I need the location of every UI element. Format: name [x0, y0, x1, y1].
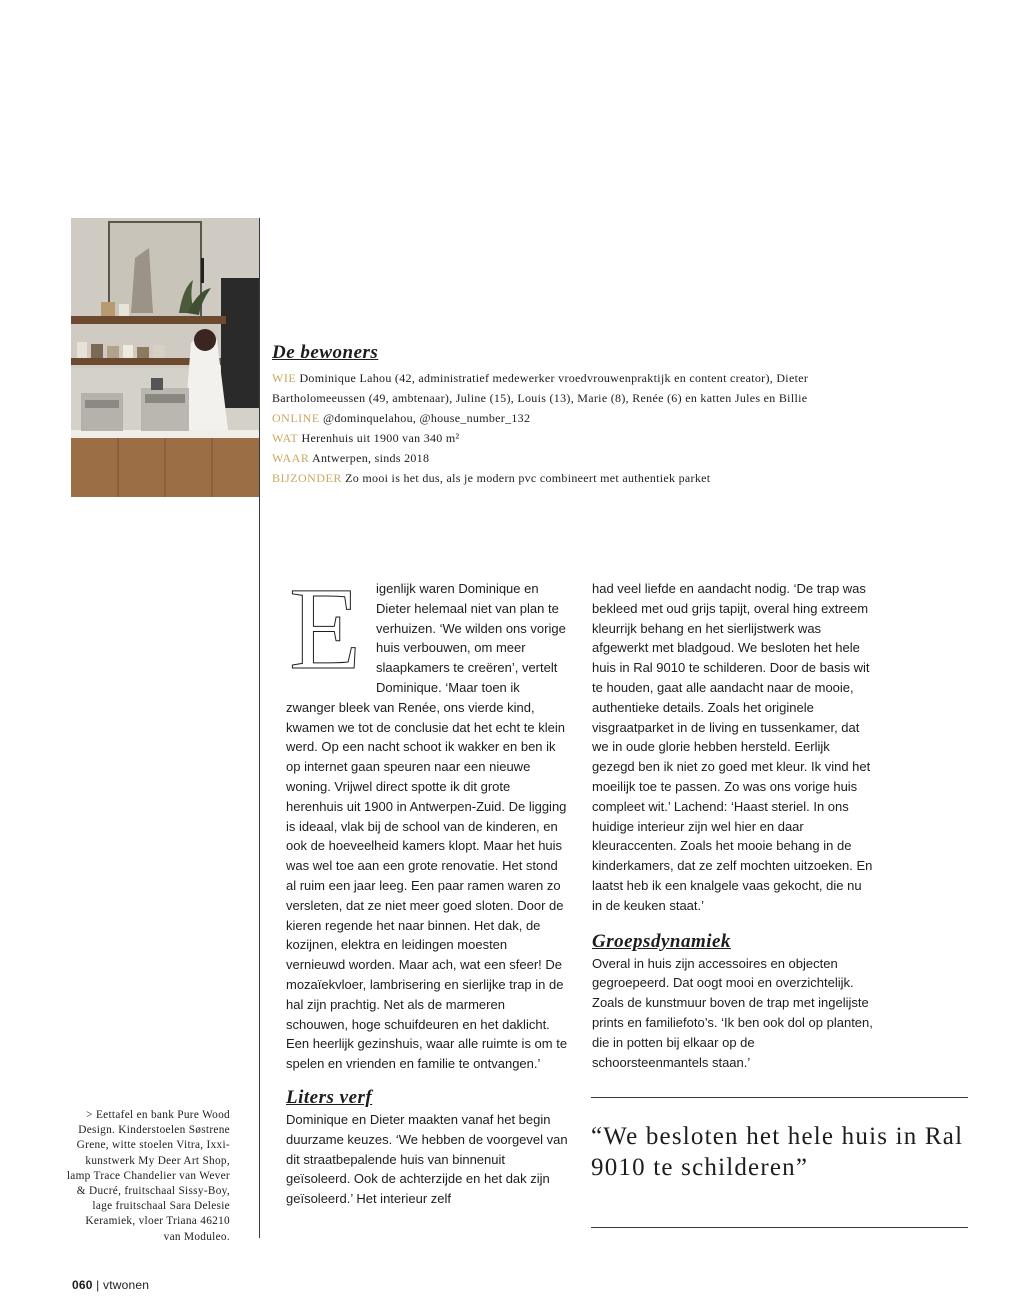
kitchen-photo: [71, 218, 259, 497]
groepsdynamiek-paragraph: Overal in huis zijn accessoires en objecten gegroepeerd. Dat oogt mooi en overzichtelijk. Zoals de kunstmuur boven de trap met ingelijste prints en familiefoto’s. ‘Ik ben ook dol op planten, die in potten bij elkaar op de schoorsteenmantels staan.’: [592, 955, 873, 1070]
residents-title: De bewoners: [272, 342, 379, 363]
vertical-rule: [259, 218, 260, 1238]
quote-rule-top: [591, 1097, 968, 1098]
intro-paragraph: igenlijk waren Dominique en Dieter helemaal niet van plan te verhuizen. ‘We wilden ons vorige huis verbouwen, om meer slaapkamers te creëren’, vertelt Dominique. ‘Maar toen ik zwanger bleek van Renée, ons vierde kind, kwamen we tot de conclusie dat het echt te klein werd. Op een nacht schoot ik wakker en ben ik op internet gaan speuren naar een nieuwe woning. Vrijwel direct spotte ik dit grote herenhuis uit 1900 in Antwerpen-Zuid. De ligging is ideaal, vlak bij de school van de kinderen, en ook de hoeveelheid kamers klopt. Maar het huis was wel toe aan een grote renovatie. Het stond al ruim een jaar leeg. Een paar ramen waren zo versleten, dat ze niet meer goed sloten. Door de kieren regende het naar binnen. Het dak, de kozijnen, elektra en leidingen moesten vernieuwd worden. Maar ach, wat een sfeer! De mozaïekvloer, lambrisering en sierlijke trap in de hal zijn prachtig. Net als de marmeren schouwen, hoge schuifdeuren en het daklicht. Een heerlijk gezinshuis, waar alle ruimte is om te spelen en vrienden en familie te ontvangen.’: [286, 581, 568, 1072]
liters-verf-paragraph: Dominique en Dieter maakten vanaf het begin duurzame keuzes. ‘We hebben de voorgevel van dit straatbepalende huis van binnenuit geïsoleerd. Ook de achterzijde en het dak zijn geïsoleerd.’ Het interieur zelf: [286, 1111, 568, 1207]
text-bijzonder: Zo mooi is het dus, als je modern pvc combineert met authentiek parket: [345, 471, 711, 485]
footer-separator: |: [96, 1278, 100, 1292]
residents-wat: [272, 428, 812, 448]
residents-wie: [272, 368, 812, 408]
article-column-2: [592, 579, 874, 1072]
label-wat: WAT: [272, 431, 299, 445]
photo-caption: > Eettafel en bank Pure Wood Design. Kinderstoelen Søstrene Grene, witte stoelen Vitra, Ixxi-kunstwerk My Deer Art Shop, lamp Trace Chandelier van Wever & Ducré, fruitschaal Sissy-Boy, lage fruitschaal Sara Delesie Keramiek, vloer Triana 46210 van Moduleo.: [66, 1109, 230, 1243]
article-column-1: [286, 563, 568, 1209]
subheading-liters-verf: Liters verf: [286, 1086, 373, 1108]
residents-box: [272, 342, 812, 488]
page-footer: [72, 1278, 149, 1292]
label-waar: WAAR: [272, 451, 310, 465]
kitchen-photo-illustration: [71, 218, 259, 497]
label-online: ONLINE: [272, 411, 320, 425]
page-number: 060: [72, 1278, 93, 1292]
residents-online: [272, 408, 812, 428]
subheading-groepsdynamiek: Groepsdynamiek: [592, 930, 731, 952]
residents-waar: [272, 448, 812, 468]
residents-bijzonder: [272, 468, 812, 488]
text-wat: Herenhuis uit 1900 van 340 m²: [301, 431, 460, 445]
text-wie: Dominique Lahou (42, administratief medewerker vroedvrouwenpraktijk en content creator), Dieter Bartholomeeussen (49, ambtenaar), Juline (15), Louis (13), Marie (8), Renée (6) en katten Jules en Billie: [272, 371, 809, 405]
drop-cap: E: [288, 563, 362, 694]
text-waar: Antwerpen, sinds 2018: [311, 451, 430, 465]
quote-rule-bottom: [591, 1227, 968, 1228]
liters-verf-paragraph-continued: had veel liefde en aandacht nodig. ‘De trap was bekleed met oud grijs tapijt, overal hing extreem kleurrijk behang en het sierlijstwerk was afgewerkt met bladgoud. We besloten het hele huis in Ral 9010 te schilderen. Door de basis wit te houden, gaat alle aandacht naar de mooie, authentieke details. Zoals het originele visgraatparket in de living en tussenkamer, dat we in oude glorie hebben hersteld. Eerlijk gezegd ben ik niet zo goed met kleur. Ik vind het moeilijk toe te passen. Zo was ons vorige huis compleet wit.’ Lachend: ‘Haast steriel. In ons huidige interieur zijn wel hier en daar kleuraccenten. Zoals het mooie behang in de kinderkamers, dat ze zelf mochten uitzoeken. En laatst heb ik een knalgele vaas gekocht, die nu in de keuken staat.’: [592, 581, 873, 913]
label-bijzonder: BIJZONDER: [272, 471, 342, 485]
footer-brand: vtwonen: [103, 1278, 150, 1292]
pull-quote: “We besloten het hele huis in Ral 9010 te schilderen”: [591, 1123, 964, 1181]
label-wie: WIE: [272, 371, 297, 385]
text-online: @dominquelahou, @house_number_132: [322, 411, 531, 425]
